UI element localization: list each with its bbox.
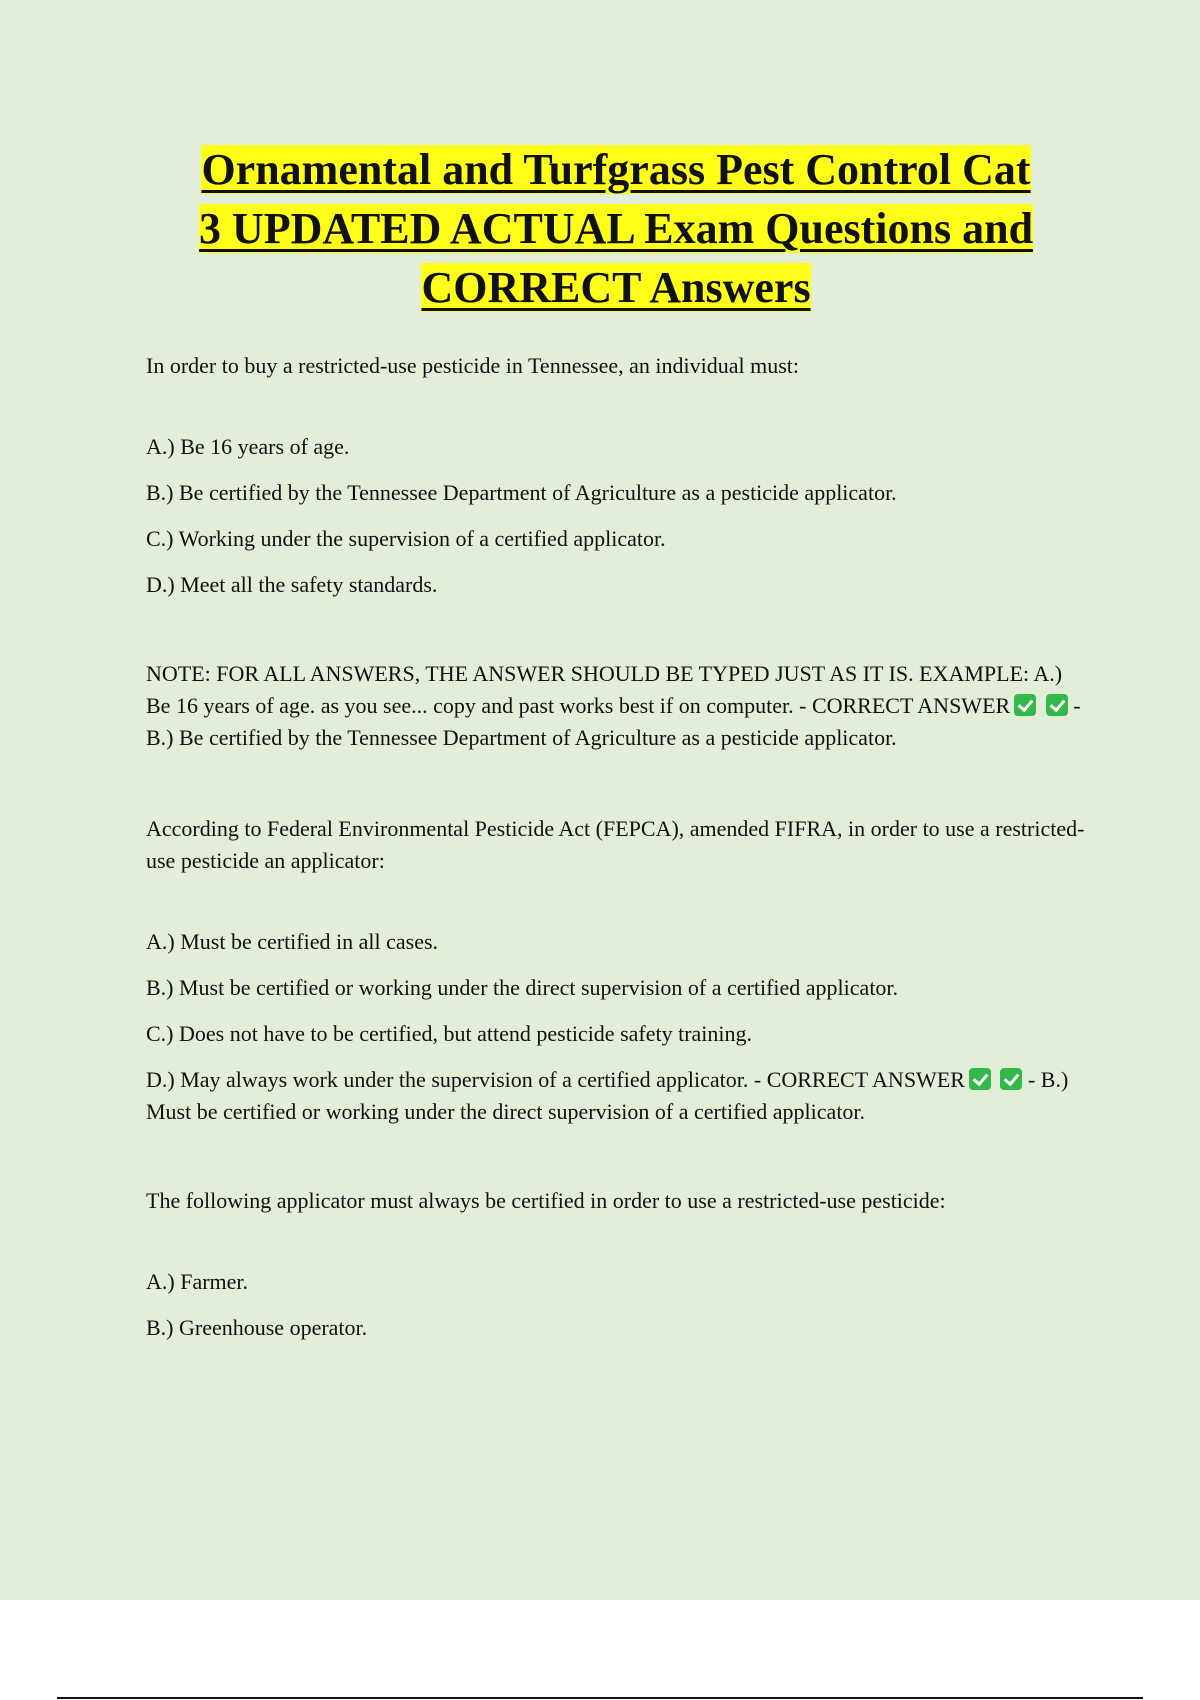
question-2-text: According to Federal Environmental Pesticide Act (FEPCA), amended FIFRA, in order to use a restricted-use pesticide an applicator:	[146, 816, 1085, 873]
question-3-option-b: B.) Greenhouse operator.	[146, 1315, 368, 1340]
check-mark-icon	[1046, 694, 1068, 716]
question-1-option-b: B.) Be certified by the Tennessee Department of Agriculture as a pesticide applicator.	[146, 480, 897, 505]
title-line-1: Ornamental and Turfgrass Pest Control Cat	[201, 145, 1031, 194]
footer-divider	[57, 1697, 1143, 1699]
question-3-options	[146, 1266, 1086, 1344]
check-mark-icon	[1014, 694, 1036, 716]
question-2-option-c: C.) Does not have to be certified, but attend pesticide safety training.	[146, 1021, 753, 1046]
document-content	[146, 140, 1086, 1344]
question-1-option-a: A.) Be 16 years of age.	[146, 434, 350, 459]
question-2-option-b: B.) Must be certified or working under the direct supervision of a certified applicator.	[146, 975, 899, 1000]
check-mark-icon	[969, 1068, 991, 1090]
question-1-correct-answer: - B.) Be certified by the Tennessee Department of Agriculture as a pesticide applicator.	[146, 693, 1081, 750]
question-1-options	[146, 431, 1086, 601]
question-2-options	[146, 926, 1086, 1128]
question-2-option-a: A.) Must be certified in all cases.	[146, 929, 439, 954]
check-mark-icon	[1000, 1068, 1022, 1090]
question-1-note-and-answer	[146, 658, 1086, 754]
question-3-option-a: A.) Farmer.	[146, 1269, 249, 1294]
question-1-option-c: C.) Working under the supervision of a certified applicator.	[146, 526, 666, 551]
question-3-text: The following applicator must always be certified in order to use a restricted-use pesticide:	[146, 1188, 946, 1213]
document-title	[140, 140, 1092, 317]
title-line-2: 3 UPDATED ACTUAL Exam Questions and	[198, 204, 1034, 253]
question-2-correct-answer: - B.) Must be certified or working under the direct supervision of a certified applicator.	[146, 1067, 1069, 1124]
question-1-text: In order to buy a restricted-use pesticide in Tennessee, an individual must:	[146, 353, 799, 378]
question-1-note-text: NOTE: FOR ALL ANSWERS, THE ANSWER SHOULD BE TYPED JUST AS IT IS. EXAMPLE: A.) Be 16 years of age. as you see... copy and past works best if on computer. - CORRECT ANSWER	[146, 661, 1063, 718]
question-2-option-d: D.) May always work under the supervision of a certified applicator. - CORRECT ANSWER	[146, 1067, 965, 1092]
title-line-3: CORRECT Answers	[421, 263, 811, 312]
question-2-option-d-and-answer	[146, 1064, 1086, 1128]
question-1-option-d: D.) Meet all the safety standards.	[146, 572, 438, 597]
